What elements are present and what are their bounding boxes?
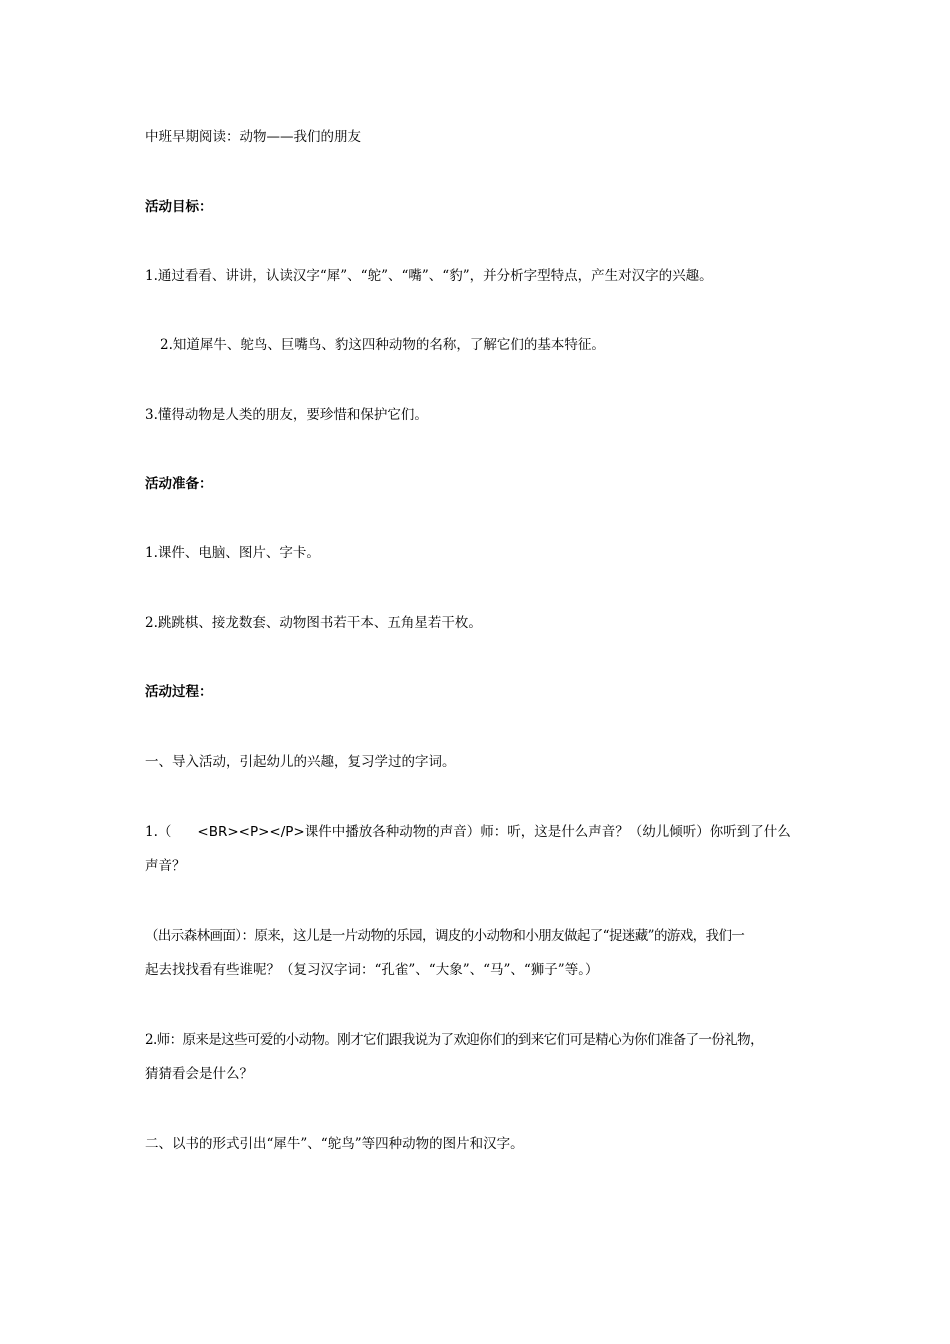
step-1-line-1: [145, 815, 815, 849]
goal-item-2: 2.知道犀牛、鸵鸟、巨嘴鸟、豹这四种动物的名称，了解它们的基本特征。: [160, 337, 605, 353]
process-heading: 活动过程：: [145, 684, 213, 700]
step-1-code: <BR><P></P>: [197, 824, 305, 840]
step-2-line-1: 2.师：原来是这些可爱的小动物。刚才它们跟我说为了欢迎你们的到来它们可是精心为你们准备了一份礼物，: [145, 1032, 763, 1048]
prep-item-2: 2.跳跳棋、接龙数套、动物图书若干本、五角星若干枚。: [145, 615, 482, 631]
goal-item-1: 1.通过看看、讲讲，认读汉字“犀”、“鸵”、“嘴”、“豹”，并分析字型特点，产生对汉字的兴趣。: [145, 268, 713, 284]
document-title: 中班早期阅读：动物——我们的朋友: [145, 129, 361, 145]
step-1-line-2: 声音？: [145, 858, 186, 874]
section-2-title: 二、以书的形式引出“犀牛”、“鸵鸟”等四种动物的图片和汉字。: [145, 1136, 524, 1152]
section-1-title: 一、导入活动，引起幼儿的兴趣，复习学过的字词。: [145, 754, 456, 770]
step-2-line-2: 猜猜看会是什么？: [145, 1066, 253, 1082]
prep-heading: 活动准备：: [145, 476, 213, 492]
step-1-prefix: 1.（: [145, 824, 172, 840]
prep-item-1: 1.课件、电脑、图片、字卡。: [145, 545, 320, 561]
forest-line-2: 起去找找看有些谁呢？（复习汉字词：“孔雀”、“大象”、“马”、“狮子”等。）: [145, 962, 599, 978]
forest-line-1: （出示森林画面）：原来，这儿是一片动物的乐园，调皮的小动物和小朋友做起了“捉迷藏”的游戏，我们一: [145, 928, 745, 944]
goals-heading: 活动目标：: [145, 199, 213, 215]
step-1-text: 课件中播放各种动物的声音）师：听，这是什么声音？（幼儿倾听）你听到了什么: [304, 824, 791, 840]
goal-item-3: 3.懂得动物是人类的朋友，要珍惜和保护它们。: [145, 407, 428, 423]
